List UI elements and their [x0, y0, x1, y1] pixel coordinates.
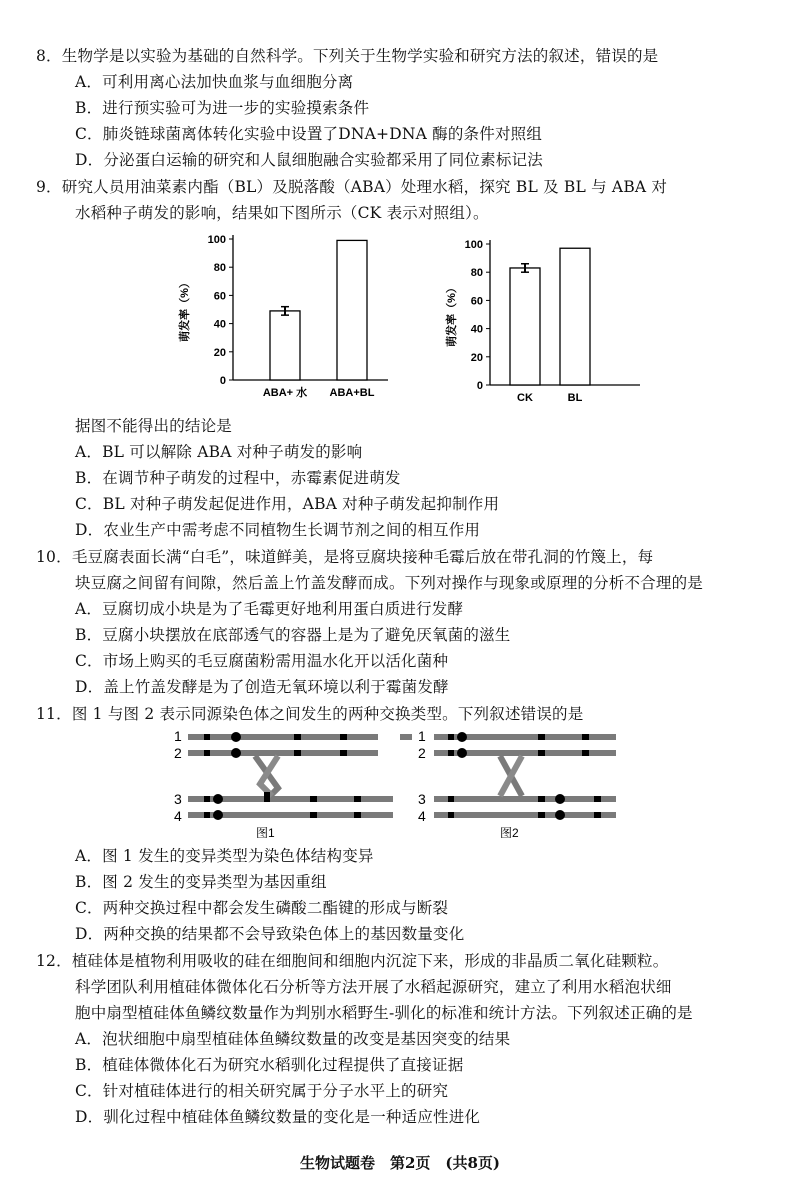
chrom-label-4b: 4 [418, 808, 426, 824]
figure-1-caption: 图1 [256, 826, 275, 838]
q10-option-b: B．豆腐小块摆放在底部透气的容器上是为了避免厌氧菌的滋生 [75, 626, 511, 644]
figure-1 [174, 728, 412, 838]
q12-number: 12． [36, 952, 72, 970]
q11-option-c: C．两种交换过程中都会发生磷酸二酯键的形成与断裂 [75, 899, 449, 917]
q12-option-b: B．植硅体微体化石为研究水稻驯化过程提供了直接证据 [75, 1056, 464, 1074]
q11-number: 11． [36, 705, 72, 723]
q10-option-a: A．豆腐切成小块是为了毛霉更好地利用蛋白质进行发酵 [75, 600, 464, 618]
q12-stem-line1 [36, 949, 668, 971]
chart1-bar-1 [337, 240, 367, 380]
figure-2-caption: 图2 [500, 826, 519, 838]
chromatid-1a [188, 734, 378, 740]
q9-chart-1 [178, 228, 398, 410]
chart2-bar-0 [510, 268, 540, 385]
chrom-label-2: 2 [174, 745, 182, 761]
chart2-ytick-label-0: 0 [476, 380, 483, 392]
q12-stem-line3: 胞中扇型植硅体鱼鳞纹数量作为判别水稻野生-驯化的标准和统计方法。下列叙述正确的是 [75, 1004, 693, 1022]
q8-stem [36, 44, 658, 66]
chart1-ytick-label-2: 40 [213, 318, 226, 331]
q12-option-a: A．泡状细胞中扇型植硅体鱼鳞纹数量的改变是基因突变的结果 [75, 1030, 511, 1048]
q10-stem-line1 [36, 545, 653, 567]
q11-option-d: D．两种交换的结果都不会导致染色体上的基因数量变化 [75, 925, 465, 943]
q8-option-b: B．进行预实验可为进一步的实验摸索条件 [75, 99, 370, 117]
q9-stem-line2: 水稻种子萌发的影响，结果如下图所示（CK 表示对照组）。 [75, 204, 489, 222]
chrom-label-3b: 3 [418, 791, 426, 807]
q11-stem [36, 702, 583, 724]
chart1-ytick-label-3: 60 [213, 290, 226, 303]
q10-text1: 毛豆腐表面长满“白毛”，味道鲜美，是将豆腐块接种毛霉后放在带孔洞的竹篾上，每 [71, 548, 654, 566]
q8-number: 8． [36, 47, 62, 65]
chromatid-2a [188, 750, 378, 756]
chrom-label-4: 4 [174, 808, 182, 824]
chart1-ylabel: 萌发率（%） [179, 277, 191, 342]
q9-number: 9． [36, 178, 62, 196]
chart2-category-label-0: CK [517, 392, 533, 404]
chart1-ytick-label-1: 20 [213, 346, 226, 359]
q8-option-d: D．分泌蛋白运输的研究和人鼠细胞融合实验都采用了同位素标记法 [75, 151, 543, 169]
chart1-bar-0 [270, 311, 300, 380]
q12-option-c: C．针对植硅体进行的相关研究属于分子水平上的研究 [75, 1082, 449, 1100]
q10-number: 10． [36, 548, 72, 566]
q10-option-c: C．市场上购买的毛豆腐菌粉需用温水化开以活化菌种 [75, 652, 449, 670]
q11-option-b: B．图 2 发生的变异类型为基因重组 [75, 873, 327, 891]
chrom-label-1b: 1 [418, 728, 426, 744]
chart2-ytick-label-2: 40 [470, 323, 483, 336]
chart1-category-label-0: ABA+ 水 [262, 387, 308, 399]
q8-text: 生物学是以实验为基础的自然科学。下列关于生物学实验和研究方法的叙述，错误的是 [61, 47, 659, 65]
q11-text: 图 1 与图 2 表示同源染色体之间发生的两种交换类型。下列叙述错误的是 [71, 705, 584, 723]
q11-figure [160, 726, 620, 838]
page-footer: 生物试题卷 第2页 (共8页) [299, 1154, 501, 1172]
q12-option-d: D．驯化过程中植硅体鱼鳞纹数量的变化是一种适应性进化 [75, 1108, 481, 1126]
q9-text1: 研究人员用油菜素内酯（BL）及脱落酸（ABA）处理水稻，探究 BL 及 BL 与 ABA 对 [61, 178, 668, 196]
q11-option-a: A．图 1 发生的变异类型为染色体结构变异 [75, 847, 374, 865]
chart2-ytick-label-1: 20 [470, 351, 483, 364]
chart1-category-label-1: ABA+BL [329, 387, 375, 399]
q9-option-a: A．BL 可以解除 ABA 对种子萌发的影响 [75, 443, 363, 461]
q9-option-c: C．BL 对种子萌发起促进作用，ABA 对种子萌发起抑制作用 [75, 495, 500, 513]
chart1-ytick-label-4: 80 [213, 262, 226, 275]
q12-stem-line2: 科学团队利用植硅体微体化石分析等方法开展了水稻起源研究，建立了利用水稻泡状细 [75, 978, 672, 996]
chrom-label-2b: 2 [418, 745, 426, 761]
chart2-ylabel: 萌发率（%） [446, 282, 458, 347]
q12-text1: 植硅体是植物利用吸收的硅在细胞间和细胞内沉淀下来，形成的非晶质二氧化硅颗粒。 [71, 952, 669, 970]
chart2-bar-1 [560, 248, 590, 385]
q10-option-d: D．盖上竹盖发酵是为了创造无氧环境以利于霉菌发酵 [75, 678, 449, 696]
q9-option-b: B．在调节种子萌发的过程中，赤霉素促进萌发 [75, 469, 401, 487]
chrom-label-1: 1 [174, 728, 182, 744]
q8-option-c: C．肺炎链球菌离体转化实验中设置了DNA+DNA 酶的条件对照组 [75, 125, 543, 143]
q10-stem-line2: 块豆腐之间留有间隙，然后盖上竹盖发酵而成。下列对操作与现象或原理的分析不合理的是 [75, 574, 704, 592]
q9-option-d: D．农业生产中需考虑不同植物生长调节剂之间的相互作用 [75, 521, 481, 539]
figure-2 [418, 728, 616, 838]
chart1-ytick-label-5: 100 [207, 234, 226, 246]
chart2-category-label-1: BL [567, 392, 583, 404]
chart2-ytick-label-3: 60 [470, 295, 483, 308]
q8-option-a: A．可利用离心法加快血浆与血细胞分离 [75, 73, 354, 91]
chart2-ytick-label-4: 80 [470, 267, 483, 280]
q9-chart-2 [445, 233, 645, 410]
q9-prompt: 据图不能得出的结论是 [75, 417, 233, 435]
chrom-label-3: 3 [174, 791, 182, 807]
chart2-ytick-label-5: 100 [464, 239, 483, 251]
q9-stem-line1 [36, 175, 667, 197]
chart1-ytick-label-0: 0 [219, 375, 226, 387]
